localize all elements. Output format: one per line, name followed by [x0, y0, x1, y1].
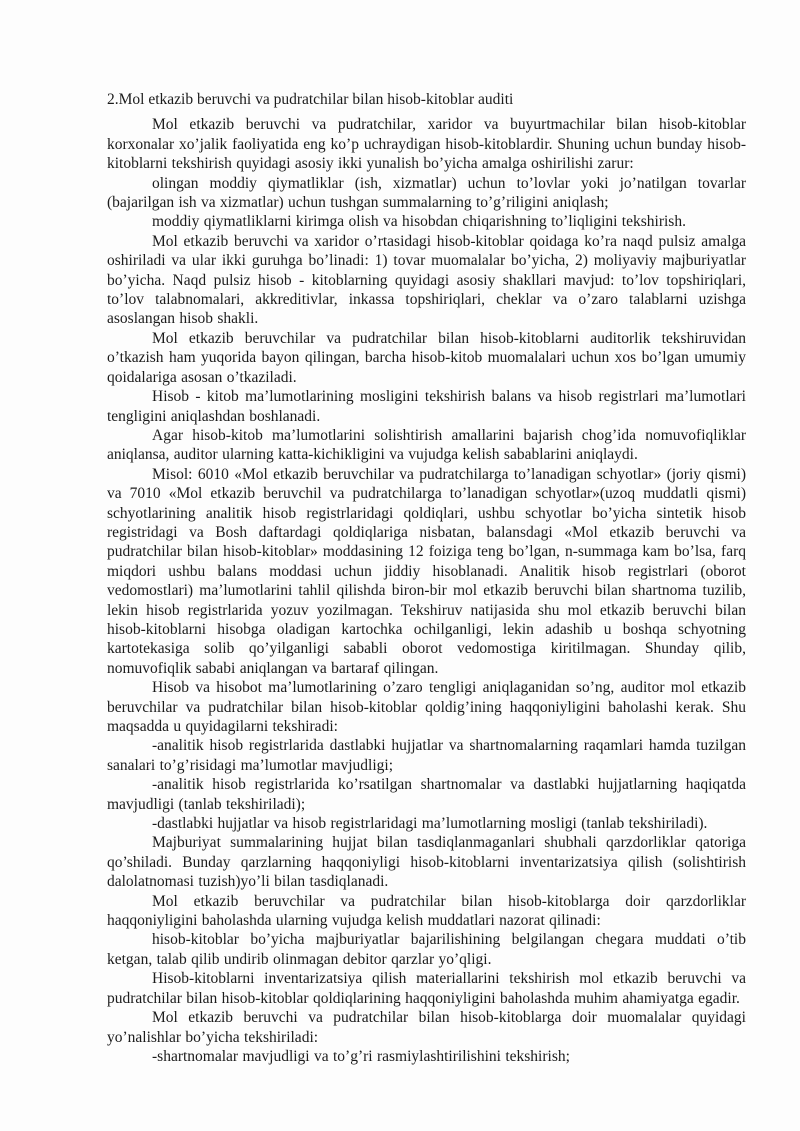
paragraph: Mol etkazib beruvchi va xaridor o’rtasidagi hisob-kitoblar qoidaga ko’ra naqd pulsiz amalga oshiriladi va ular ikki guruhga bo’linadi: 1) tovar muomalalar bo’yicha, 2) moliyaviy majburiyatlar bo’yicha. Naqd pulsiz hisob - kitoblarning quyidagi asosiy shakllari mavjud: to’lov topshiriqlari, to’lov talabnomalari, akkreditivlar, inkassa topshiriqlari, cheklar va o’zaro talablarni uzishga asoslangan hisob shakli. [107, 232, 746, 328]
paragraph: Misol: 6010 «Mol etkazib beruvchilar va pudratchilarga to’lanadigan schyotlar» (joriy qismi) va 7010 «Mol etkazib beruvchil va pudratchilarga to’lanadigan schyotlar»(uzoq muddatli qismi) schyotlarining analitik hisob registrlaridagi qoldiqlari, ushbu schyotlar bo’yicha sintetik hisob registridagi va Bosh daftardagi qoldiqlariga nisbatan, balansdagi «Mol etkazib beruvchi va pudratchilar bilan hisob-kitoblar» moddasining 12 foiziga teng bo’lgan, n-summaga kam bo’lsa, farq miqdori ushbu balans moddasi uchun jiddiy hisoblanadi. Analitik hisob registrlari (oborot vedomostlari) ma’lumotlarini tahlil qilishda biron-bir mol etkazib beruvchi bilan shartnoma tuzilib, lekin hisob registrlarida yozuv yozilmagan. Tekshiruv natijasida shu mol etkazib beruvchi bilan hisob-kitoblarni hisobga oladigan kartochka ochilganligi, lekin adashib u boshqa schyotning kartotekasiga solib qo’yilganligi sababli oborot vedomostiga kiritilmagan. Shunday qilib, nomuvofiqlik sababi aniqlangan va bartaraf qilingan. [107, 465, 746, 677]
paragraph: Mol etkazib beruvchi va pudratchilar, xaridor va buyurtmachilar bilan hisob-kitoblar korxonalar xo’jalik faoliyatida eng ko’p uchraydigan hisob-kitoblardir. Shuning uchun bunday hisob- kitoblarni tekshirish quyidagi asosiy ikki yunalish bo’yicha amalga oshirilishi zarur: [107, 116, 746, 173]
paragraph: Hisob-kitoblarni inventarizatsiya qilish materiallarini tekshirish mol etkazib beruvchi va pudratchilar bilan hisob-kitoblar qoldiqlarining haqqoniyligini baholashda muhim ahamiyatga egadir. [107, 970, 746, 1007]
paragraph: Agar hisob-kitob ma’lumotlarini solishtirish amallarini bajarish chog’ida nomuvofiqliklar aniqlansa, auditor ularning katta-kichikligini va vujudga kelish sabablarini aniqlaydi. [107, 426, 746, 464]
paragraph: -dastlabki hujjatlar va hisob registrlaridagi ma’lumotlarning mosligi (tanlab tekshiriladi). [152, 815, 708, 833]
text-column [107, 90, 746, 1066]
paragraph: -shartnomalar mavjudligi va to’g’ri rasmiylashtirilishini tekshirish; [152, 1047, 570, 1065]
paragraph: Mol etkazib beruvchilar va pudratchilar bilan hisob-kitoblarni auditorlik tekshiruvidan o’tkazish ham yuqorida bayon qilingan, barcha hisob-kitob muomalalari uchun xos bo’lgan umumiy qoidalariga asosan o’tkaziladi. [107, 329, 746, 386]
paragraph: Mol etkazib beruvchi va pudratchilar bilan hisob-kitoblarga doir muomalalar quyidagi yo’nalishlar bo’yicha tekshiriladi: [107, 1009, 746, 1046]
paragraph: Hisob va hisobot ma’lumotlarining o’zaro tengligi aniqlaganidan so’ng, auditor mol etkazib beruvchilar va pudratchilar bilan hisob-kitoblar qoldig’ining haqqoniyligini baholashi kerak. Shu maqsadda u quyidagilarni tekshiradi: [107, 679, 746, 735]
paragraph: -analitik hisob registrlarida dastlabki hujjatlar va shartnomalarning raqamlari hamda tuzilgan sanalari to’g’risidagi ma’lumotlar mavjudligi; [107, 737, 746, 774]
paragraph: -analitik hisob registrlarida ko’rsatilgan shartnomalar va dastlabki hujjatlarning haqiqatda mavjudligi (tanlab tekshiriladi); [107, 776, 746, 813]
paragraph: Mol etkazib beruvchilar va pudratchilar bilan hisob-kitoblarga doir qarzdorliklar haqqoniyligini baholashda ularning vujudga kelish muddatlari nazorat qilinadi: [107, 892, 746, 930]
paragraph: Hisob - kitob ma’lumotlarining mosligini tekshirish balans va hisob registrlari ma’lumotlari tengligini aniqlashdan boshlanadi. [107, 388, 746, 425]
paragraph: moddiy qiymatliklarni kirimga olish va hisobdan chiqarishning to’liqligini tekshirish. [152, 213, 686, 231]
paragraph: Majburiyat summalarining hujjat bilan tasdiqlanmaganlari shubhali qarzdorliklar qatoriga qo’shiladi. Bunday qarzlarning haqqoniyligi hisob-kitoblarni inventarizatsiya qilish (solishtirish dalolatnomasi tuzish)yo’li bilan tasdiqlanadi. [107, 834, 746, 891]
paragraph: olingan moddiy qiymatliklar (ish, xizmatlar) uchun to’lovlar yoki jo’natilgan tovarlar (bajarilgan ish va xizmatlar) uchun tushgan summalarning to’g’riligini aniqlash; [107, 174, 746, 212]
paragraph: hisob-kitoblar bo’yicha majburiyatlar bajarilishining belgilangan chegara muddati o’tib ketgan, talab qilib undirib olinmagan debitor qarzlar yo’qligi. [107, 931, 746, 968]
section-heading: 2.Mol etkazib beruvchi va pudratchilar bilan hisob-kitoblar auditi [107, 91, 514, 108]
